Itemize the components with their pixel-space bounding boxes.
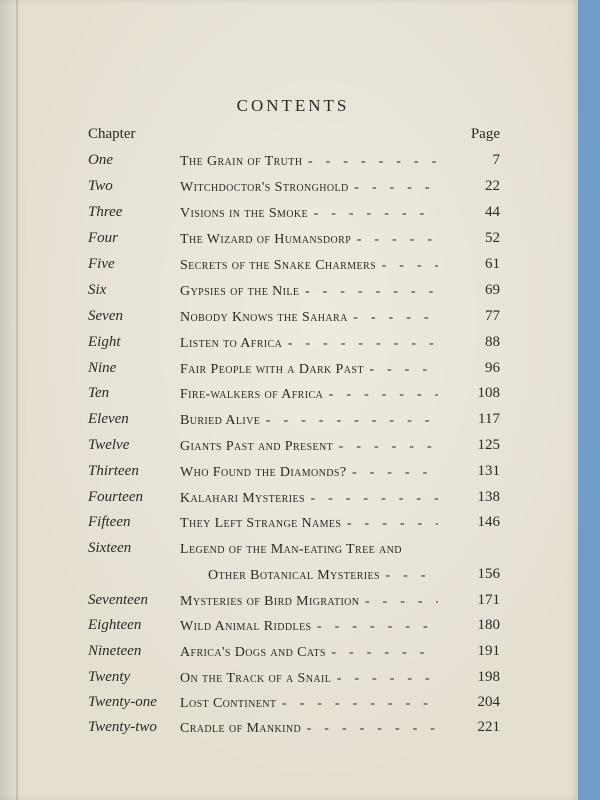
chapter-title-line (180, 694, 438, 716)
chapter-number: Thirteen (88, 463, 139, 479)
chapter-title: Legend of the Man-eating Tree and (180, 542, 402, 557)
dot-leader (359, 594, 438, 609)
dot-leader (260, 413, 438, 428)
toc-entry-continuation (0, 566, 578, 592)
chapter-number: Nineteen (88, 643, 142, 659)
chapter-number: Nine (88, 360, 117, 376)
toc-entry (0, 411, 578, 437)
chapter-title: Fire-walkers of Africa (180, 387, 324, 402)
chapter-title-line (180, 463, 438, 485)
chapter-title: Other Botanical Mysteries (208, 568, 380, 583)
toc-entry (0, 719, 578, 745)
page-number: 146 (477, 514, 500, 530)
contents-heading: CONTENTS (236, 96, 350, 115)
chapter-title-line (180, 178, 438, 200)
toc-entry (0, 463, 578, 489)
page-number: 131 (477, 463, 500, 479)
dot-leader (380, 568, 438, 583)
page-number: 125 (477, 437, 500, 453)
toc-entry (0, 152, 578, 178)
dot-leader (348, 310, 438, 325)
toc-entry (0, 592, 578, 618)
chapter-number: Sixteen (88, 540, 132, 556)
chapter-number: Three (88, 204, 123, 220)
page-number: 221 (477, 719, 500, 735)
page-number: 61 (485, 256, 500, 272)
chapter-title: Kalahari Mysteries (180, 491, 305, 506)
chapter-title-line (180, 360, 438, 382)
chapter-title: Mysteries of Bird Migration (180, 594, 360, 609)
dot-leader (364, 362, 438, 377)
page-number: 138 (477, 489, 500, 505)
chapter-title-line (180, 489, 438, 511)
dot-leader (276, 696, 438, 711)
dot-leader (346, 465, 438, 480)
chapter-number: Seventeen (88, 592, 148, 608)
chapter-title: Visions in the Smoke (180, 206, 309, 221)
page-number: 77 (485, 308, 500, 324)
page-column-header: Page (470, 126, 500, 142)
chapter-title: On the Track of a Snail (180, 671, 332, 686)
chapter-title-line (180, 385, 438, 407)
dot-leader (308, 206, 438, 221)
toc-entry (0, 489, 578, 515)
page-number: 22 (485, 178, 500, 194)
chapter-title: Secrets of the Snake Charmers (180, 258, 377, 273)
chapter-title-line (180, 256, 438, 278)
page-number: 88 (485, 334, 500, 350)
chapter-number: Twenty (88, 669, 131, 685)
toc-entry (0, 437, 578, 463)
dot-leader (282, 336, 438, 351)
chapter-title-line (180, 437, 438, 459)
chapter-title: Fair People with a Dark Past (180, 362, 364, 377)
toc-entry (0, 178, 578, 204)
chapter-title: Cradle of Mankind (180, 721, 302, 736)
chapter-title-line (180, 719, 438, 741)
dot-leader (326, 645, 438, 660)
chapter-title: Africa's Dogs and Cats (180, 645, 326, 660)
toc-entry (0, 204, 578, 230)
chapter-title: Wild Animal Riddles (180, 619, 312, 634)
chapter-title: They Left Strange Names (180, 516, 342, 531)
dot-leader (323, 387, 438, 402)
chapter-title: Listen to Africa (180, 336, 283, 351)
page-number: 204 (477, 694, 500, 710)
chapter-title-line (208, 566, 438, 588)
toc-entry (0, 540, 578, 566)
chapter-title-line (180, 204, 438, 226)
dot-leader (351, 232, 438, 247)
chapter-title-line (180, 308, 438, 330)
chapter-number: Twenty-one (88, 694, 157, 710)
toc-entry (0, 308, 578, 334)
dot-leader (341, 516, 438, 531)
dot-leader (305, 491, 438, 506)
chapter-number: Five (88, 256, 115, 272)
chapter-title-line (180, 540, 480, 562)
dot-leader (376, 258, 438, 273)
chapter-number: Four (88, 230, 118, 246)
chapter-title-line (180, 514, 438, 536)
chapter-number: Ten (88, 385, 110, 401)
chapter-number: Fifteen (88, 514, 131, 530)
chapter-title: The Wizard of Humansdorp (180, 232, 352, 247)
chapter-title: Who Found the Diamonds? (180, 465, 347, 480)
chapter-title-line (180, 592, 438, 614)
chapter-title: Giants Past and Present (180, 439, 334, 454)
toc-entry (0, 694, 578, 720)
page-number: 44 (485, 204, 500, 220)
toc-entry (0, 256, 578, 282)
chapter-title: The Grain of Truth (180, 154, 303, 169)
page-number: 171 (477, 592, 500, 608)
chapter-number: Fourteen (88, 489, 143, 505)
page-number: 96 (485, 360, 500, 376)
toc-entry (0, 617, 578, 643)
chapter-number: Two (88, 178, 113, 194)
chapter-number: Eleven (88, 411, 129, 427)
chapter-number: Twenty-two (88, 719, 157, 735)
chapter-number: Seven (88, 308, 123, 324)
chapter-title: Nobody Knows the Sahara (180, 310, 348, 325)
chapter-title-line (180, 669, 438, 691)
page-number: 156 (477, 566, 500, 582)
chapter-title-line (180, 152, 438, 174)
page-number: 117 (478, 411, 500, 427)
page-number: 180 (477, 617, 500, 633)
chapter-number: Eighteen (88, 617, 142, 633)
page-number: 69 (485, 282, 500, 298)
chapter-title-line (180, 334, 438, 356)
dot-leader (349, 180, 438, 195)
chapter-number: One (88, 152, 113, 168)
chapter-title: Buried Alive (180, 413, 261, 428)
chapter-number: Six (88, 282, 107, 298)
toc-entry (0, 643, 578, 669)
page-number: 52 (485, 230, 500, 246)
dot-leader (333, 439, 438, 454)
chapter-title-line (180, 282, 438, 304)
chapter-title-line (180, 617, 438, 639)
page-number: 191 (477, 643, 500, 659)
toc-entry (0, 514, 578, 540)
dot-leader (311, 619, 438, 634)
dot-leader (302, 154, 438, 169)
toc-entry (0, 360, 578, 386)
page-number: 7 (492, 152, 500, 168)
chapter-title: Gypsies of the Nile (180, 284, 300, 299)
chapter-title: Witchdoctor's Stronghold (180, 180, 349, 195)
chapter-title-line (180, 411, 438, 433)
toc-entry (0, 385, 578, 411)
chapter-title-line (180, 230, 438, 252)
chapter-number: Eight (88, 334, 121, 350)
chapter-title: Lost Continent (180, 696, 277, 711)
page-number: 198 (477, 669, 500, 685)
dot-leader (299, 284, 438, 299)
page-number: 108 (477, 385, 500, 401)
dot-leader (301, 721, 438, 736)
chapter-number: Twelve (88, 437, 130, 453)
toc-entry (0, 282, 578, 308)
dot-leader (331, 671, 438, 686)
toc-entry (0, 334, 578, 360)
toc-entry (0, 230, 578, 256)
chapter-title-line (180, 643, 438, 665)
toc-entry (0, 669, 578, 695)
chapter-column-header: Chapter (88, 126, 136, 142)
